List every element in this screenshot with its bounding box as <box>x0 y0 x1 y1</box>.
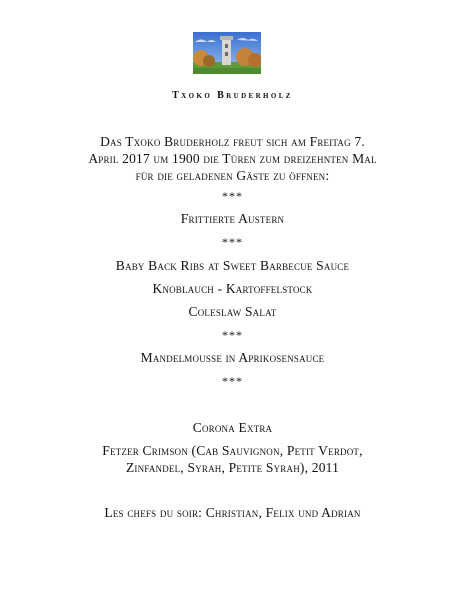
course-2-main: Baby Back Ribs at Sweet Barbecue Sauce <box>115 258 350 273</box>
intro-line-1: Das Txoko Bruderholz freut sich am Freitag 7. <box>100 134 365 149</box>
course-1: Frittierte Austern <box>180 211 285 226</box>
course-2-side-1: Knoblauch - Kartoffelstock <box>152 281 313 296</box>
separator: *** <box>222 328 243 342</box>
chefs-line: Les chefs du soir: Christian, Felix und Adrian <box>104 505 361 520</box>
drink-beer: Corona Extra <box>192 420 273 435</box>
course-3: Mandelmousse in Aprikosensauce <box>140 350 325 365</box>
castle-tower-photo-icon <box>193 32 261 74</box>
drink-wine-line-1: Fetzer Crimson (Cab Sauvignon, Petit Verdot, <box>102 443 363 458</box>
separator: *** <box>222 235 243 249</box>
separator: *** <box>222 374 243 388</box>
drink-wine-line-2: Zinfandel, Syrah, Petite Syrah), 2011 <box>125 460 340 475</box>
course-2-side-2: Coleslaw Salat <box>188 304 277 319</box>
intro-line-3: für die geladenen Gäste zu öffnen: <box>135 168 330 183</box>
intro-line-2: April 2017 um 1900 die Türen zum dreizehnten Mal <box>88 151 377 166</box>
separator: *** <box>222 189 243 203</box>
document-title: Txoko Bruderholz <box>172 90 293 101</box>
